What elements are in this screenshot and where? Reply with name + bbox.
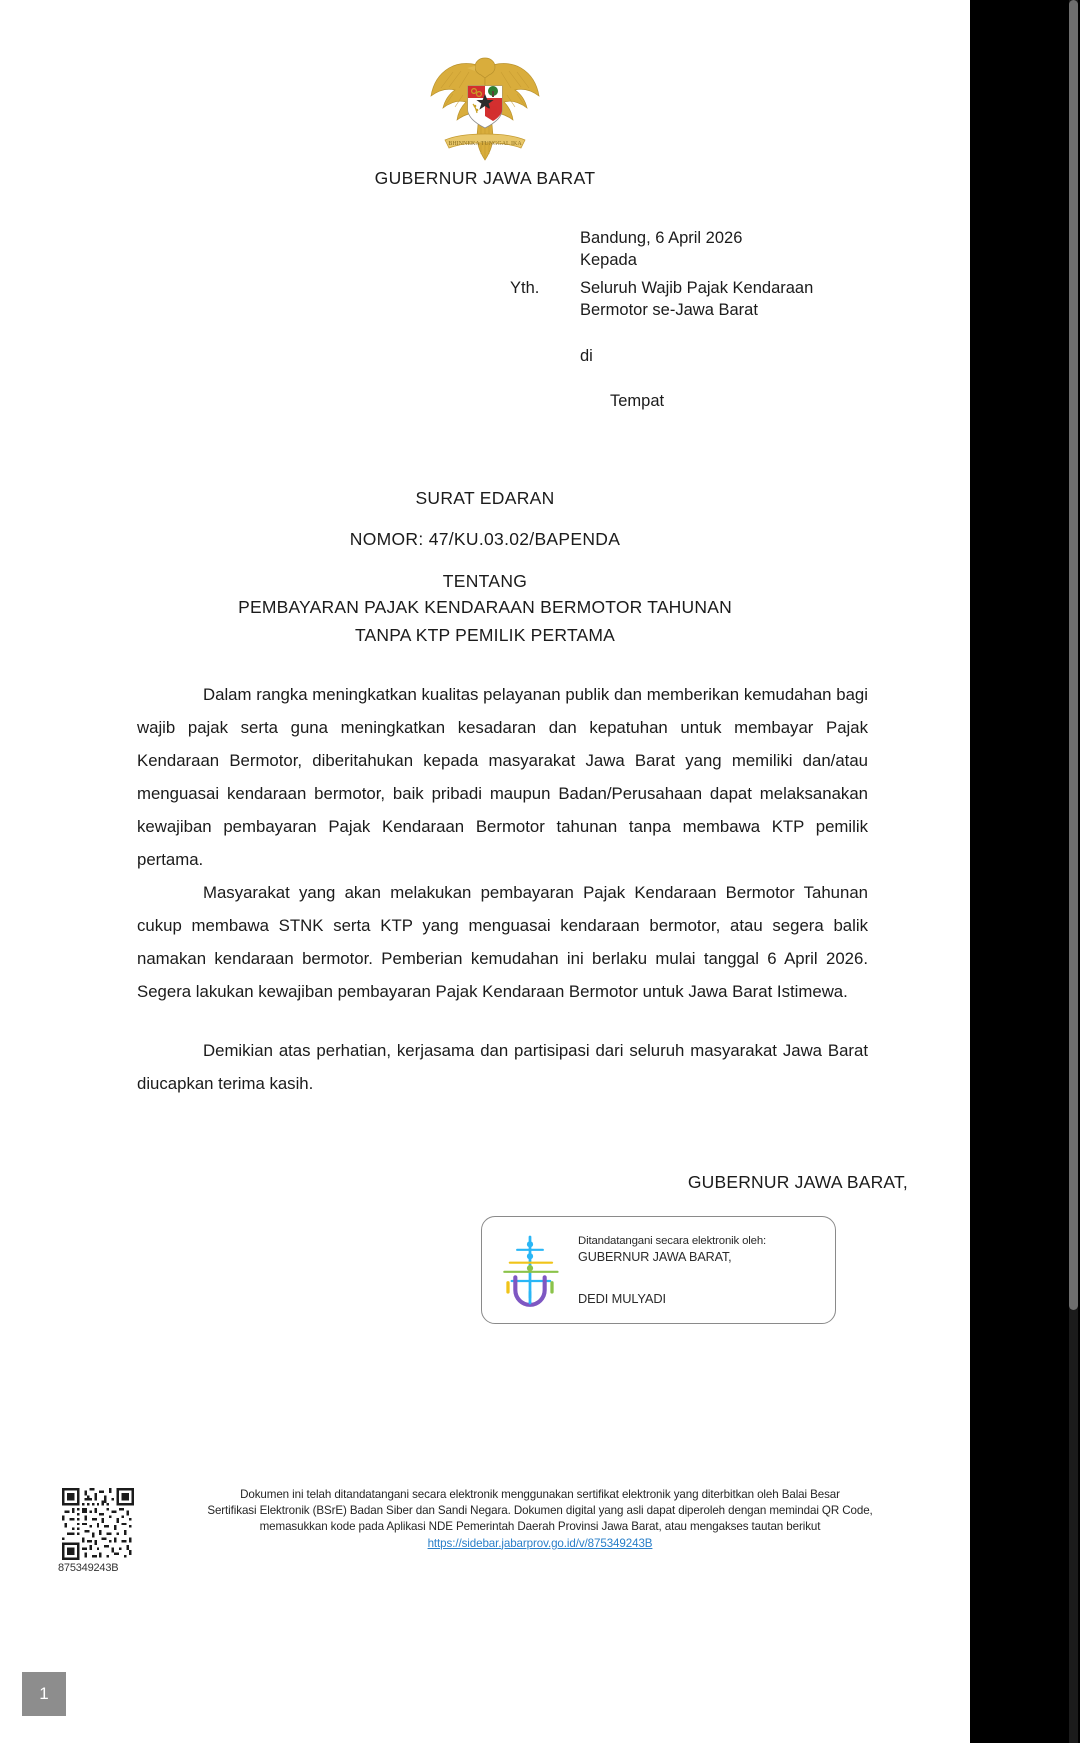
document-title-block <box>0 488 970 648</box>
emblem-container <box>0 44 970 173</box>
esign-position: GUBERNUR JAWA BARAT, <box>578 1250 732 1264</box>
address-block <box>510 228 930 412</box>
footer-disclaimer <box>150 1487 930 1552</box>
recipient-line-2: Bermotor se-Jawa Barat <box>580 300 758 319</box>
vertical-scrollbar[interactable] <box>1069 0 1078 1743</box>
document-id: 875349243B <box>58 1562 119 1574</box>
recipient-name <box>580 278 930 321</box>
scrollbar-thumb[interactable] <box>1069 0 1078 1310</box>
body-paragraph-2: Masyarakat yang akan melakukan pembayaran Pajak Kendaraan Bermotor Tahunan cukup membawa STNK serta KTP yang menguasai kendaraan bermotor, atau segera balik namakan kendaraan bermotor. Pemberian kemudahan ini berlaku mulai tanggal 6 April 2026. Segera lakukan kewajiban pembayaran Pajak Kendaraan Bermotor untuk Jawa Barat Istimewa. <box>137 883 868 1001</box>
signer-name: DEDI MULYADI <box>578 1291 666 1306</box>
viewer-background <box>970 0 1080 1743</box>
page-title: GUBERNUR JAWA BARAT <box>374 168 596 188</box>
body-paragraph-3: Demikian atas perhatian, kerjasama dan partisipasi dari seluruh masyarakat Jawa Barat diucapkan terima kasih. <box>137 1041 868 1093</box>
qr-code-icon <box>62 1488 134 1560</box>
page-number-badge: 1 <box>22 1672 66 1716</box>
di-label: di <box>580 347 593 365</box>
document-subject-line-1: PEMBAYARAN PAJAK KENDARAAN BERMOTOR TAHUNAN <box>238 597 732 617</box>
yth-label: Yth. <box>510 279 540 297</box>
about-label: TENTANG <box>442 571 528 591</box>
disclaimer-line-2: Sertifikasi Elektronik (BSrE) Badan Siber dan Sandi Negara. Dokumen digital yang asli dapat diperoleh dengan memindai QR Code, <box>207 1504 873 1518</box>
electronic-signature-box <box>481 1216 836 1324</box>
document-subject-line-2: TANPA KTP PEMILIK PERTAMA <box>354 625 616 645</box>
recipient-line-1: Seluruh Wajib Pajak Kendaraan <box>580 279 814 297</box>
electronic-signature-text <box>578 1234 835 1306</box>
svg-text:BHINNEKA TUNGGAL IKA: BHINNEKA TUNGGAL IKA <box>448 141 522 147</box>
tempat-label: Tempat <box>610 391 665 410</box>
kepada-label: Kepada <box>580 250 637 269</box>
verification-url-link[interactable]: https://sidebar.jabarprov.go.id/v/875349243B <box>427 1536 653 1550</box>
disclaimer-line-1: Dokumen ini telah ditandatangani secara elektronik menggunakan sertifikat elektronik yang diterbitkan oleh Balai Besar <box>240 1488 840 1501</box>
disclaimer-line-3: memasukkan kode pada Aplikasi NDE Pemerintah Daerah Provinsi Jawa Barat, atau mengakses tautan berikut <box>259 1520 821 1534</box>
garuda-pancasila-emblem-icon <box>423 44 547 168</box>
bsre-electronic-signature-logo-icon <box>482 1222 578 1318</box>
document-body <box>137 678 868 1100</box>
document-type: SURAT EDARAN <box>415 488 555 508</box>
document-number: NOMOR: 47/KU.03.02/BAPENDA <box>349 529 621 549</box>
recipient-row <box>510 278 930 321</box>
body-paragraph-1: Dalam rangka meningkatkan kualitas pelayanan publik dan memberikan kemudahan bagi wajib pajak serta guna meningkatkan kesadaran dan kepatuhan untuk membayar Pajak Kendaraan Bermotor, diberitahukan kepada masyarakat Jawa Barat yang memiliki dan/atau menguasai kendaraan bermotor, baik pribadi maupun Badan/Perusahaan dapat melaksanakan kewajiban pembayaran Pajak Kendaraan Bermotor tahunan tanpa membawa KTP pemilik pertama. <box>137 685 868 869</box>
signature-title: GUBERNUR JAWA BARAT, <box>687 1172 908 1192</box>
place-and-date: Bandung, 6 April 2026 <box>580 229 743 247</box>
esign-statement: Ditandatangani secara elektronik oleh: <box>578 1235 767 1247</box>
